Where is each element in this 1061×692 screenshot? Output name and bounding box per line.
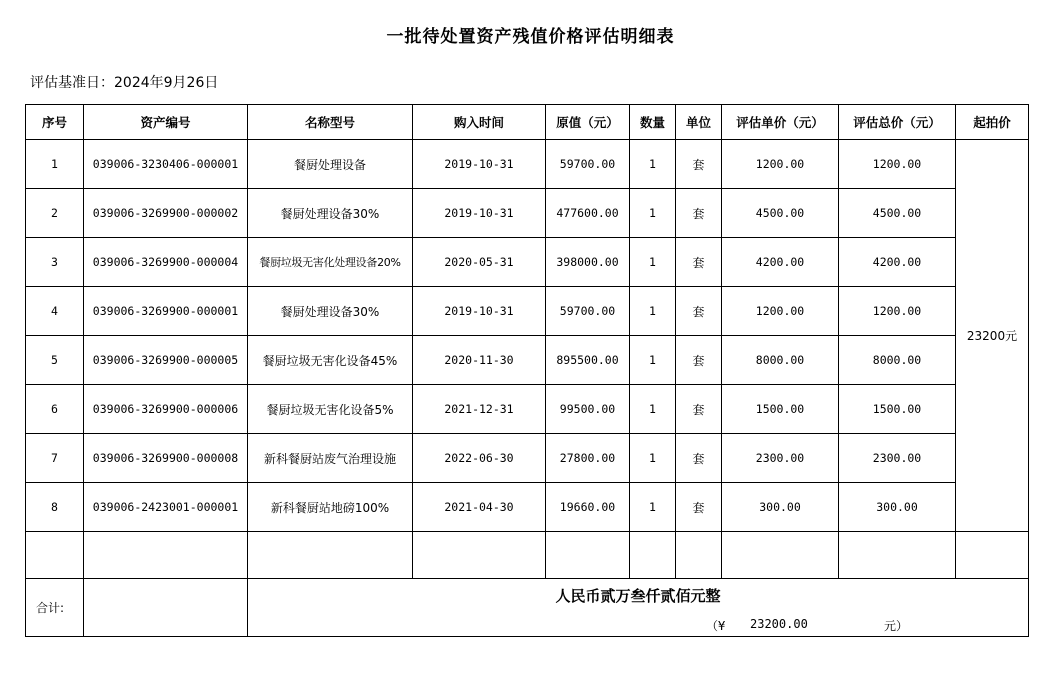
header-unit-price: 评估单价（元）: [722, 105, 839, 140]
cell-purchase-date: 2021-04-30: [413, 483, 546, 532]
cell-unit: 套: [676, 140, 722, 189]
cell-asset-code: 039006-3269900-000008: [84, 434, 248, 483]
cell-quantity: 1: [630, 434, 676, 483]
cell-unit-price: 4200.00: [722, 238, 839, 287]
header-asset-code: 资产编号: [84, 105, 248, 140]
header-unit: 单位: [676, 105, 722, 140]
cell-purchase-date: 2019-10-31: [413, 287, 546, 336]
cell-name-model: 餐厨处理设备30%: [248, 287, 413, 336]
cell-no: 2: [26, 189, 84, 238]
cell-total-price: 1200.00: [839, 287, 956, 336]
cell-total-price: 4500.00: [839, 189, 956, 238]
cell-name-model: 餐厨处理设备: [248, 140, 413, 189]
cell-no: 7: [26, 434, 84, 483]
cell-original-value: 99500.00: [546, 385, 630, 434]
cell-unit: 套: [676, 385, 722, 434]
valuation-table: [25, 104, 1029, 637]
cell-asset-code: 039006-3269900-000005: [84, 336, 248, 385]
cell-unit: 套: [676, 238, 722, 287]
cell-no: 5: [26, 336, 84, 385]
total-amount-words: 人民币贰万叁仟贰佰元整: [555, 587, 721, 605]
cell-purchase-date: 2020-11-30: [413, 336, 546, 385]
header-total-price: 评估总价（元）: [839, 105, 956, 140]
table-row: [26, 336, 1029, 385]
cell-unit-price: 1500.00: [722, 385, 839, 434]
cell-name-model: 新科餐厨站地磅100%: [248, 483, 413, 532]
cell-asset-code: 039006-3269900-000002: [84, 189, 248, 238]
cell-no: 4: [26, 287, 84, 336]
cell-starting-price: 23200元: [956, 140, 1029, 532]
cell-original-value: 59700.00: [546, 287, 630, 336]
cell-purchase-date: 2022-06-30: [413, 434, 546, 483]
cell-quantity: 1: [630, 483, 676, 532]
cell-asset-code: 039006-3269900-000006: [84, 385, 248, 434]
total-amount-cell: [248, 579, 1029, 637]
valuation-date: 评估基准日：2024年9月26日: [30, 75, 219, 91]
cell-unit: 套: [676, 189, 722, 238]
cell-unit-price: 1200.00: [722, 140, 839, 189]
cell-asset-code: 039006-3269900-000001: [84, 287, 248, 336]
cell-purchase-date: 2019-10-31: [413, 189, 546, 238]
header-name-model: 名称型号: [248, 105, 413, 140]
table-row: [26, 385, 1029, 434]
cell-no: 6: [26, 385, 84, 434]
table-row: [26, 238, 1029, 287]
cell-purchase-date: 2020-05-31: [413, 238, 546, 287]
cell-quantity: 1: [630, 385, 676, 434]
header-row: [26, 105, 1029, 140]
cell-name-model: 餐厨垃圾无害化处理设备20%: [248, 238, 413, 287]
cell-original-value: 398000.00: [546, 238, 630, 287]
cell-unit: 套: [676, 483, 722, 532]
total-label: 合计:: [26, 579, 84, 637]
cell-original-value: 895500.00: [546, 336, 630, 385]
table-row: [26, 287, 1029, 336]
header-starting-price: 起拍价: [956, 105, 1029, 140]
cell-original-value: 477600.00: [546, 189, 630, 238]
table-row: [26, 189, 1029, 238]
total-row: [26, 579, 1029, 637]
cell-name-model: 餐厨处理设备30%: [248, 189, 413, 238]
cell-asset-code: 039006-3230406-000001: [84, 140, 248, 189]
cell-quantity: 1: [630, 287, 676, 336]
table-row: [26, 140, 1029, 189]
cell-total-price: 4200.00: [839, 238, 956, 287]
cell-quantity: 1: [630, 238, 676, 287]
cell-purchase-date: 2019-10-31: [413, 140, 546, 189]
cell-unit: 套: [676, 336, 722, 385]
cell-name-model: 餐厨垃圾无害化设备45%: [248, 336, 413, 385]
cell-unit-price: 8000.00: [722, 336, 839, 385]
cell-total-price: 300.00: [839, 483, 956, 532]
cell-original-value: 19660.00: [546, 483, 630, 532]
cell-total-price: 1500.00: [839, 385, 956, 434]
table-row: [26, 483, 1029, 532]
empty-row: [26, 532, 1029, 579]
cell-purchase-date: 2021-12-31: [413, 385, 546, 434]
total-amount-value: 23200.00: [750, 617, 808, 631]
cell-total-price: 2300.00: [839, 434, 956, 483]
cell-total-price: 1200.00: [839, 140, 956, 189]
page-title: 一批待处置资产残值价格评估明细表: [386, 27, 675, 47]
cell-total-price: 8000.00: [839, 336, 956, 385]
cell-quantity: 1: [630, 189, 676, 238]
cell-original-value: 27800.00: [546, 434, 630, 483]
cell-quantity: 1: [630, 336, 676, 385]
cell-unit: 套: [676, 287, 722, 336]
cell-unit-price: 2300.00: [722, 434, 839, 483]
cell-unit: 套: [676, 434, 722, 483]
cell-original-value: 59700.00: [546, 140, 630, 189]
cell-no: 8: [26, 483, 84, 532]
cell-name-model: 新科餐厨站废气治理设施: [248, 434, 413, 483]
cell-no: 3: [26, 238, 84, 287]
cell-quantity: 1: [630, 140, 676, 189]
header-original-value: 原值（元）: [546, 105, 630, 140]
header-no: 序号: [26, 105, 84, 140]
header-quantity: 数量: [630, 105, 676, 140]
cell-unit-price: 300.00: [722, 483, 839, 532]
cell-asset-code: 039006-2423001-000001: [84, 483, 248, 532]
cell-unit-price: 1200.00: [722, 287, 839, 336]
table-row: [26, 434, 1029, 483]
yuan-suffix: 元）: [884, 619, 909, 633]
cell-no: 1: [26, 140, 84, 189]
yen-prefix: （¥: [706, 619, 726, 633]
cell-name-model: 餐厨垃圾无害化设备5%: [248, 385, 413, 434]
cell-asset-code: 039006-3269900-000004: [84, 238, 248, 287]
cell-unit-price: 4500.00: [722, 189, 839, 238]
header-purchase-date: 购入时间: [413, 105, 546, 140]
